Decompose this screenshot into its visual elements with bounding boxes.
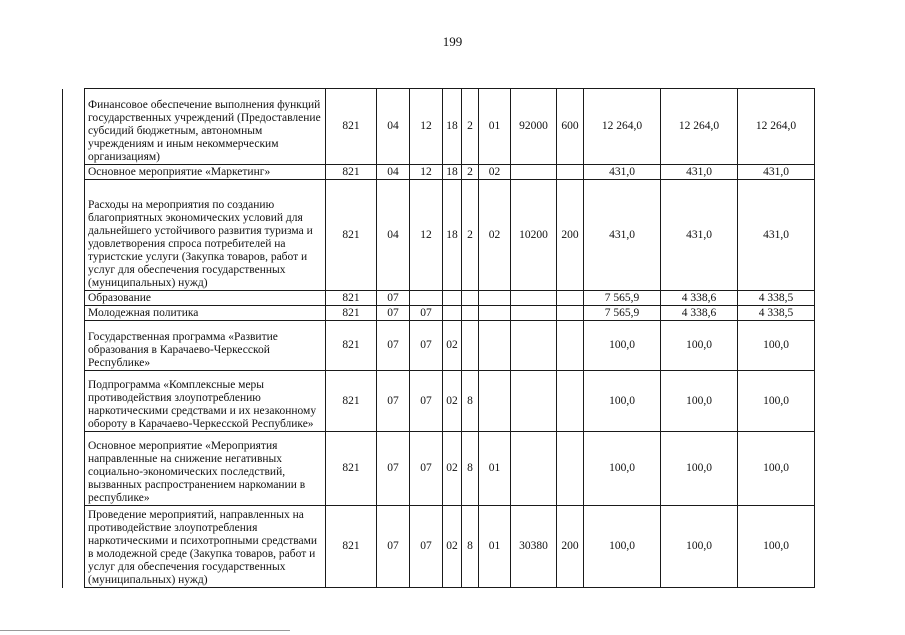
table-row — [63, 306, 815, 321]
margin-cell — [63, 291, 85, 306]
table-row — [63, 432, 815, 506]
margin-cell — [63, 432, 85, 506]
code-section: 04 — [377, 180, 410, 291]
margin-cell — [63, 371, 85, 432]
amount-year-2: 4 338,6 — [661, 306, 738, 321]
code-direction — [511, 371, 557, 432]
code-program: 02 — [443, 321, 462, 371]
code-ministry: 821 — [326, 89, 377, 165]
code-program — [443, 291, 462, 306]
code-expense-type — [557, 432, 584, 506]
code-event — [479, 321, 511, 371]
code-ministry: 821 — [326, 291, 377, 306]
amount-year-1: 100,0 — [584, 432, 661, 506]
table-row — [63, 506, 815, 588]
amount-year-3: 431,0 — [738, 165, 815, 180]
row-name: Образование — [85, 291, 326, 306]
code-subsection: 07 — [410, 321, 443, 371]
code-program: 02 — [443, 371, 462, 432]
code-ministry: 821 — [326, 306, 377, 321]
code-program — [443, 306, 462, 321]
code-section: 04 — [377, 89, 410, 165]
amount-year-2: 100,0 — [661, 432, 738, 506]
code-subsection — [410, 291, 443, 306]
code-ministry: 821 — [326, 371, 377, 432]
margin-cell — [63, 306, 85, 321]
code-expense-type: 600 — [557, 89, 584, 165]
amount-year-1: 12 264,0 — [584, 89, 661, 165]
code-subprogram — [462, 321, 479, 371]
code-subsection: 12 — [410, 180, 443, 291]
code-expense-type: 200 — [557, 180, 584, 291]
code-section: 07 — [377, 321, 410, 371]
code-program: 18 — [443, 89, 462, 165]
row-name: Расходы на мероприятия по созданию благоприятных экономических условий для дальнейшего устойчивого развития туризма и удовлетворения спроса потребителей на туристские услуги (Закупка товаров, работ и услуг для обеспечения государственных (муниципальных) нужд) — [85, 180, 326, 291]
code-subprogram — [462, 306, 479, 321]
code-direction: 30380 — [511, 506, 557, 588]
table-row — [63, 321, 815, 371]
row-name: Молодежная политика — [85, 306, 326, 321]
amount-year-3: 100,0 — [738, 321, 815, 371]
code-direction — [511, 432, 557, 506]
amount-year-3: 100,0 — [738, 371, 815, 432]
code-direction — [511, 165, 557, 180]
amount-year-3: 4 338,5 — [738, 291, 815, 306]
code-event: 02 — [479, 180, 511, 291]
code-subprogram: 2 — [462, 165, 479, 180]
amount-year-1: 7 565,9 — [584, 291, 661, 306]
code-program: 18 — [443, 180, 462, 291]
code-section: 04 — [377, 165, 410, 180]
amount-year-1: 100,0 — [584, 506, 661, 588]
code-expense-type: 200 — [557, 506, 584, 588]
code-direction — [511, 321, 557, 371]
amount-year-3: 12 264,0 — [738, 89, 815, 165]
code-event: 01 — [479, 432, 511, 506]
budget-table — [62, 88, 815, 588]
code-subsection: 07 — [410, 506, 443, 588]
code-expense-type — [557, 321, 584, 371]
amount-year-2: 100,0 — [661, 506, 738, 588]
code-event: 01 — [479, 89, 511, 165]
code-direction: 92000 — [511, 89, 557, 165]
amount-year-2: 12 264,0 — [661, 89, 738, 165]
code-subprogram: 2 — [462, 89, 479, 165]
margin-cell — [63, 321, 85, 371]
code-event — [479, 371, 511, 432]
code-subprogram: 8 — [462, 432, 479, 506]
code-section: 07 — [377, 371, 410, 432]
code-subprogram: 8 — [462, 371, 479, 432]
row-name: Основное мероприятие «Мероприятия направленные на снижение негативных социально-экономических последствий, вызванных распространением наркомании в республике» — [85, 432, 326, 506]
code-ministry: 821 — [326, 432, 377, 506]
code-subsection: 12 — [410, 165, 443, 180]
code-expense-type — [557, 165, 584, 180]
code-event: 01 — [479, 506, 511, 588]
margin-cell — [63, 89, 85, 165]
amount-year-3: 100,0 — [738, 432, 815, 506]
amount-year-3: 431,0 — [738, 180, 815, 291]
code-ministry: 821 — [326, 321, 377, 371]
table-row — [63, 291, 815, 306]
code-section: 07 — [377, 291, 410, 306]
table-row — [63, 180, 815, 291]
amount-year-2: 100,0 — [661, 371, 738, 432]
amount-year-2: 100,0 — [661, 321, 738, 371]
code-ministry: 821 — [326, 180, 377, 291]
table-row — [63, 371, 815, 432]
code-direction — [511, 291, 557, 306]
row-name: Подпрограмма «Комплексные меры противодействия злоупотреблению наркотическими средствами и их незаконному обороту в Карачаево-Черкесской Республике» — [85, 371, 326, 432]
scan-artifact-line — [0, 630, 290, 631]
amount-year-1: 431,0 — [584, 165, 661, 180]
code-ministry: 821 — [326, 165, 377, 180]
code-expense-type — [557, 306, 584, 321]
amount-year-3: 100,0 — [738, 506, 815, 588]
row-name: Проведение мероприятий, направленных на противодействие злоупотребления наркотическими и психотропными средствами в молодежной среде (Закупка товаров, работ и услуг для обеспечения государственных (муниципальных) нужд) — [85, 506, 326, 588]
code-event: 02 — [479, 165, 511, 180]
amount-year-1: 100,0 — [584, 371, 661, 432]
amount-year-1: 7 565,9 — [584, 306, 661, 321]
amount-year-2: 4 338,6 — [661, 291, 738, 306]
code-expense-type — [557, 371, 584, 432]
code-subsection: 07 — [410, 306, 443, 321]
code-program: 02 — [443, 506, 462, 588]
code-section: 07 — [377, 506, 410, 588]
amount-year-2: 431,0 — [661, 165, 738, 180]
code-subsection: 07 — [410, 371, 443, 432]
table-row — [63, 89, 815, 165]
amount-year-1: 431,0 — [584, 180, 661, 291]
code-event — [479, 291, 511, 306]
code-event — [479, 306, 511, 321]
code-section: 07 — [377, 306, 410, 321]
code-subprogram: 2 — [462, 180, 479, 291]
code-direction — [511, 306, 557, 321]
code-ministry: 821 — [326, 506, 377, 588]
amount-year-1: 100,0 — [584, 321, 661, 371]
code-program: 02 — [443, 432, 462, 506]
code-subprogram: 8 — [462, 506, 479, 588]
amount-year-2: 431,0 — [661, 180, 738, 291]
code-program: 18 — [443, 165, 462, 180]
amount-year-3: 4 338,5 — [738, 306, 815, 321]
code-expense-type — [557, 291, 584, 306]
row-name: Государственная программа «Развитие образования в Карачаево-Черкесской Республике» — [85, 321, 326, 371]
page-number: 199 — [442, 34, 463, 49]
code-subsection: 12 — [410, 89, 443, 165]
code-section: 07 — [377, 432, 410, 506]
margin-cell — [63, 180, 85, 291]
code-subsection: 07 — [410, 432, 443, 506]
row-name: Основное мероприятие «Маркетинг» — [85, 165, 326, 180]
margin-cell — [63, 165, 85, 180]
margin-cell — [63, 506, 85, 588]
code-subprogram — [462, 291, 479, 306]
row-name: Финансовое обеспечение выполнения функций государственных учреждений (Предоставление субсидий бюджетным, автономным учреждениям и иным некоммерческим организациям) — [85, 89, 326, 165]
table-row — [63, 165, 815, 180]
code-direction: 10200 — [511, 180, 557, 291]
